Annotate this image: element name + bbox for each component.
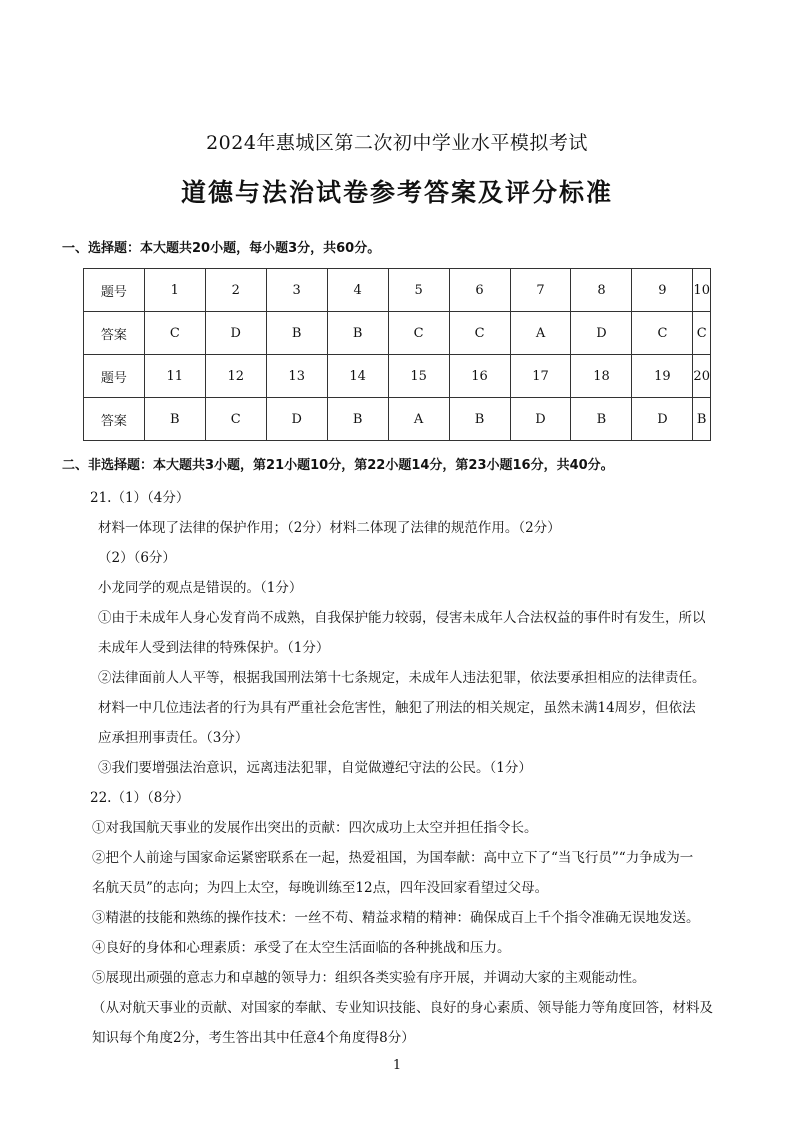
question-number: 19 — [632, 355, 693, 398]
question-number: 14 — [327, 355, 388, 398]
row-label: 答案 — [84, 312, 145, 355]
q21-heading: 21.（1）（4分） — [90, 490, 190, 506]
question-number: 11 — [144, 355, 205, 398]
question-number: 13 — [266, 355, 327, 398]
answer-cell: C — [388, 312, 449, 355]
answer-cell: B — [327, 312, 388, 355]
answer-row — [84, 398, 711, 441]
page-number: 1 — [392, 1058, 402, 1073]
question-number: 6 — [449, 269, 510, 312]
question-number: 17 — [510, 355, 571, 398]
answer-line: ④良好的身体和心理素质：承受了在太空生活面临的各种挑战和压力。 — [92, 940, 511, 956]
answer-cell: A — [510, 312, 571, 355]
answer-cell: B — [144, 398, 205, 441]
question-number: 10 — [693, 269, 711, 312]
row-label: 答案 — [84, 398, 145, 441]
answer-row — [84, 312, 711, 355]
answer-cell: D — [205, 312, 266, 355]
answer-cell: D — [510, 398, 571, 441]
answer-line: ①对我国航天事业的发展作出突出的贡献：四次成功上太空并担任指令长。 — [92, 820, 538, 836]
answer-table — [83, 268, 711, 441]
answer-line: 名航天员”的志向；为四上太空，每晚训练至12点，四年没回家看望过父母。 — [92, 880, 549, 896]
answer-cell: D — [571, 312, 632, 355]
question-number: 2 — [205, 269, 266, 312]
q22-heading: 22.（1）（8分） — [90, 790, 190, 806]
answer-line: 应承担刑事责任。（3分） — [98, 730, 249, 746]
answer-line: ①由于未成年人身心发育尚不成熟，自我保护能力较弱，侵害未成年人合法权益的事件时有发生，所以 — [98, 610, 706, 626]
scoring-note: （从对航天事业的贡献、对国家的奉献、专业知识技能、良好的身心素质、领导能力等角度回答，材料及 — [92, 1000, 713, 1016]
answer-cell: C — [144, 312, 205, 355]
question-number: 12 — [205, 355, 266, 398]
answer-line: 小龙同学的观点是错误的。（1分） — [98, 580, 303, 596]
answer-line: 未成年人受到法律的特殊保护。（1分） — [98, 640, 330, 656]
question-number: 8 — [571, 269, 632, 312]
document-title: 道德与法治试卷参考答案及评分标准 — [180, 178, 613, 207]
answer-cell: B — [266, 312, 327, 355]
answer-cell: C — [632, 312, 693, 355]
question-number: 3 — [266, 269, 327, 312]
answer-cell: C — [205, 398, 266, 441]
question-number: 16 — [449, 355, 510, 398]
answer-cell: B — [449, 398, 510, 441]
question-number: 18 — [571, 355, 632, 398]
answer-line: ②把个人前途与国家命运紧密联系在一起，热爱祖国，为国奉献：高中立下了“当飞行员”“力争成为一 — [92, 850, 694, 866]
scoring-note: 知识每个角度2分，考生答出其中任意4个角度得8分） — [92, 1030, 415, 1046]
section1-heading: 一、选择题：本大题共20小题，每小题3分，共60分。 — [62, 241, 381, 256]
q21-subheading: （2）（6分） — [98, 550, 176, 566]
answer-cell: C — [449, 312, 510, 355]
answer-cell: B — [327, 398, 388, 441]
row-label: 题号 — [84, 355, 145, 398]
section2-heading: 二、非选择题：本大题共3小题，第21小题10分，第22小题14分，第23小题16分，共40分。 — [62, 458, 614, 473]
answer-cell: D — [266, 398, 327, 441]
answer-line: ③我们要增强法治意识，远离违法犯罪，自觉做遵纪守法的公民。（1分） — [98, 760, 532, 776]
question-number-row — [84, 269, 711, 312]
answer-cell: B — [571, 398, 632, 441]
answer-cell: D — [632, 398, 693, 441]
question-number: 7 — [510, 269, 571, 312]
question-number: 1 — [144, 269, 205, 312]
question-number: 20 — [693, 355, 711, 398]
answer-line: 材料一中几位违法者的行为具有严重社会危害性，触犯了刑法的相关规定，虽然未满14周岁，但依法 — [98, 700, 696, 716]
answer-line: ②法律面前人人平等，根据我国刑法第十七条规定，未成年人违法犯罪，依法要承担相应的法律责任。 — [98, 670, 706, 686]
question-number-row — [84, 355, 711, 398]
answer-line: ③精湛的技能和熟练的操作技术：一丝不苟、精益求精的精神：确保成百上千个指令准确无误地发送。 — [92, 910, 700, 926]
answer-cell: B — [693, 398, 711, 441]
answer-line: 材料一体现了法律的保护作用；（2分）材料二体现了法律的规范作用。（2分） — [98, 520, 561, 536]
question-number: 5 — [388, 269, 449, 312]
row-label: 题号 — [84, 269, 145, 312]
question-number: 15 — [388, 355, 449, 398]
answer-cell: C — [693, 312, 711, 355]
question-number: 4 — [327, 269, 388, 312]
answer-line: ⑤展现出顽强的意志力和卓越的领导力：组织各类实验有序开展，并调动大家的主观能动性。 — [92, 970, 646, 986]
exam-title: 2024年惠城区第二次初中学业水平模拟考试 — [206, 132, 588, 154]
answer-cell: A — [388, 398, 449, 441]
question-number: 9 — [632, 269, 693, 312]
